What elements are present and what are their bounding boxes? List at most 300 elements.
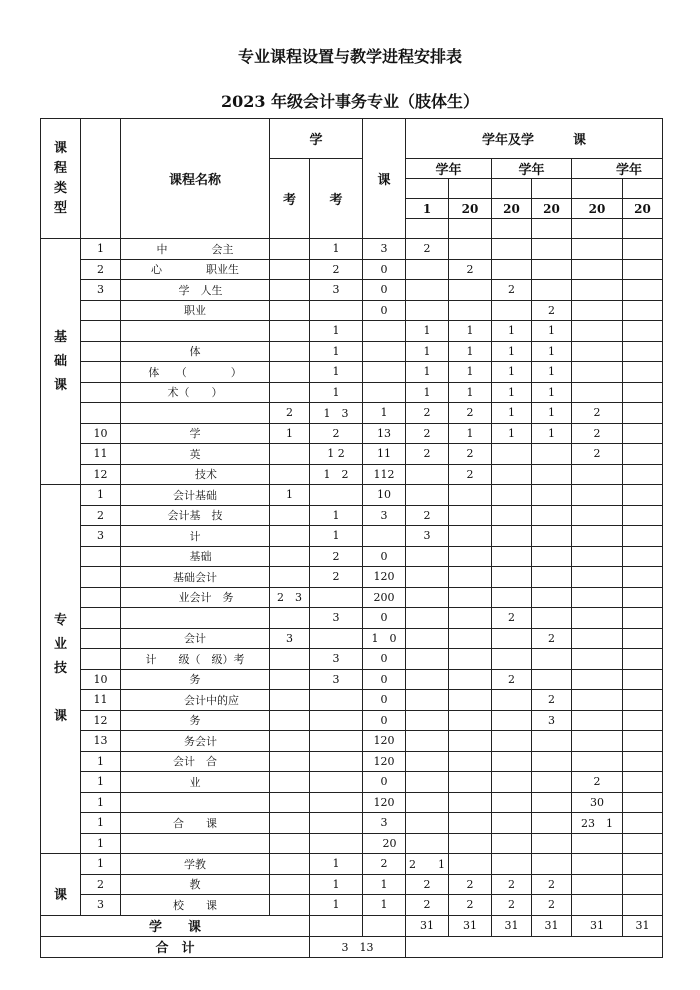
exam-header: 考	[270, 159, 310, 239]
semester-cell	[492, 259, 532, 280]
semester-cell	[623, 382, 663, 403]
exam-type-header: 学	[270, 119, 363, 159]
semester-cell: 2	[532, 895, 572, 916]
check-cell: 1	[310, 362, 363, 383]
semester-cell	[406, 751, 449, 772]
table-row	[41, 587, 663, 608]
semester-cell	[492, 792, 532, 813]
check-cell	[310, 833, 363, 854]
exam-cell	[270, 854, 310, 875]
hours-cell	[363, 341, 406, 362]
category-cell: 基 础 课	[41, 239, 81, 485]
semester-cell	[406, 485, 449, 506]
hours-header: 课	[363, 119, 406, 239]
blank-header-cell	[492, 179, 532, 199]
semester-cell	[623, 628, 663, 649]
hours-cell: 3	[363, 505, 406, 526]
semester-cell	[532, 751, 572, 772]
semester-cell	[572, 300, 623, 321]
course-number	[81, 649, 121, 670]
blank-header-cell	[406, 179, 449, 199]
semester-cell	[623, 710, 663, 731]
semester-cell	[532, 854, 572, 875]
semester-cell	[572, 669, 623, 690]
semester-cell	[572, 239, 623, 260]
course-name: 学 人生	[121, 280, 270, 301]
exam-cell	[270, 690, 310, 711]
semester-cell: 1	[449, 321, 492, 342]
exam-cell	[270, 813, 310, 834]
semester-cell	[623, 895, 663, 916]
course-name: 务	[121, 669, 270, 690]
hours-cell	[363, 526, 406, 547]
semester-cell: 1	[532, 321, 572, 342]
semester-cell	[623, 772, 663, 793]
table-row	[41, 690, 663, 711]
semester-cell: 2	[406, 505, 449, 526]
semester-cell: 2	[406, 403, 449, 424]
course-name: 教	[121, 874, 270, 895]
semester-cell: 1	[449, 362, 492, 383]
semester-cell	[406, 587, 449, 608]
check-cell	[310, 751, 363, 772]
semester-cell	[532, 731, 572, 752]
weekly-hours-value: 31	[572, 915, 623, 936]
course-name: 英	[121, 444, 270, 465]
year-3-header: 学年	[572, 159, 663, 179]
table-row	[41, 239, 663, 260]
table-row	[41, 546, 663, 567]
semester-cell	[572, 464, 623, 485]
course-name: 体	[121, 341, 270, 362]
semester-cell	[532, 833, 572, 854]
check-cell: 2	[310, 546, 363, 567]
exam-cell	[270, 546, 310, 567]
semester-cell: 2	[449, 444, 492, 465]
exam-cell	[270, 300, 310, 321]
schedule-header: 学年及学 课	[406, 119, 663, 159]
semester-cell: 2	[492, 669, 532, 690]
course-number	[81, 587, 121, 608]
weekly-hours-blank	[363, 915, 406, 936]
course-name: 基础	[121, 546, 270, 567]
semester-cell	[532, 669, 572, 690]
semester-cell	[449, 772, 492, 793]
semester-cell	[406, 813, 449, 834]
exam-cell	[270, 444, 310, 465]
semester-cell	[449, 239, 492, 260]
semester-cell	[449, 587, 492, 608]
semester-cell	[492, 813, 532, 834]
semester-cell	[623, 423, 663, 444]
semester-cell: 2	[406, 239, 449, 260]
semester-header: 20	[532, 199, 572, 219]
table-row	[41, 300, 663, 321]
hours-cell: 0	[363, 649, 406, 670]
semester-cell	[449, 300, 492, 321]
exam-cell	[270, 362, 310, 383]
table-row	[41, 280, 663, 301]
semester-cell	[492, 464, 532, 485]
semester-cell	[492, 485, 532, 506]
table-row	[41, 854, 663, 875]
semester-cell	[572, 567, 623, 588]
semester-cell	[572, 649, 623, 670]
course-number: 12	[81, 464, 121, 485]
semester-cell	[449, 567, 492, 588]
semester-cell: 2	[449, 259, 492, 280]
check-cell	[310, 485, 363, 506]
course-name: 会计 合	[121, 751, 270, 772]
check-cell: 2	[310, 423, 363, 444]
semester-cell	[406, 628, 449, 649]
exam-cell	[270, 833, 310, 854]
hours-cell: 1	[363, 403, 406, 424]
check-cell	[310, 690, 363, 711]
course-name: 基础会计	[121, 567, 270, 588]
check-cell	[310, 300, 363, 321]
semester-cell	[406, 731, 449, 752]
exam-cell: 2 3	[270, 587, 310, 608]
semester-cell	[572, 608, 623, 629]
hours-cell: 0	[363, 300, 406, 321]
course-number: 1	[81, 833, 121, 854]
semester-cell: 1	[492, 341, 532, 362]
course-name: 务会计	[121, 731, 270, 752]
semester-cell	[623, 669, 663, 690]
semester-cell	[532, 608, 572, 629]
semester-cell	[449, 628, 492, 649]
semester-cell: 1	[492, 382, 532, 403]
table-row	[41, 362, 663, 383]
semester-cell	[572, 341, 623, 362]
semester-cell	[623, 280, 663, 301]
semester-cell: 1	[532, 341, 572, 362]
semester-cell: 2	[492, 895, 532, 916]
table-row	[41, 874, 663, 895]
course-name: 计	[121, 526, 270, 547]
exam-cell	[270, 526, 310, 547]
check-cell: 1	[310, 526, 363, 547]
semester-cell	[623, 259, 663, 280]
semester-cell	[492, 649, 532, 670]
hours-cell: 0	[363, 710, 406, 731]
hours-cell: 13	[363, 423, 406, 444]
semester-cell	[406, 649, 449, 670]
semester-cell	[406, 259, 449, 280]
course-number: 11	[81, 444, 121, 465]
category-cell: 课	[41, 854, 81, 916]
category-header: 课 程 类 型	[41, 119, 81, 239]
semester-cell	[623, 587, 663, 608]
semester-cell	[572, 833, 623, 854]
semester-cell: 2 1	[406, 854, 449, 875]
semester-cell	[492, 628, 532, 649]
semester-cell: 2	[572, 444, 623, 465]
course-number: 13	[81, 731, 121, 752]
weekly-hours-label: 学 课	[41, 915, 310, 936]
course-name	[121, 792, 270, 813]
hours-cell: 120	[363, 751, 406, 772]
table-row	[41, 321, 663, 342]
course-name-header: 课程名称	[121, 119, 270, 239]
course-name	[121, 833, 270, 854]
course-name: 中 会主	[121, 239, 270, 260]
check-cell: 1	[310, 854, 363, 875]
course-number	[81, 300, 121, 321]
check-cell	[310, 628, 363, 649]
hours-cell: 11	[363, 444, 406, 465]
semester-cell: 2	[492, 608, 532, 629]
table-row	[41, 895, 663, 916]
semester-cell	[623, 485, 663, 506]
course-number: 1	[81, 792, 121, 813]
semester-cell	[406, 608, 449, 629]
exam-cell	[270, 751, 310, 772]
table-row	[41, 936, 663, 957]
exam-cell: 3	[270, 628, 310, 649]
table-row	[41, 608, 663, 629]
semester-cell	[406, 280, 449, 301]
hours-cell: 0	[363, 280, 406, 301]
course-name: 务	[121, 710, 270, 731]
course-number: 2	[81, 259, 121, 280]
semester-cell	[623, 731, 663, 752]
table-row	[41, 485, 663, 506]
semester-cell	[532, 587, 572, 608]
semester-cell	[623, 362, 663, 383]
semester-cell: 2	[406, 444, 449, 465]
hours-cell: 200	[363, 587, 406, 608]
blank-header-cell	[572, 179, 623, 199]
hours-cell: 3	[363, 239, 406, 260]
check-cell: 1	[310, 505, 363, 526]
semester-cell	[449, 280, 492, 301]
semester-cell	[532, 546, 572, 567]
table-row	[41, 731, 663, 752]
semester-cell: 1	[492, 423, 532, 444]
table-row	[41, 915, 663, 936]
check-cell	[310, 813, 363, 834]
blank-header-cell	[449, 219, 492, 239]
course-number: 3	[81, 895, 121, 916]
semester-cell: 30	[572, 792, 623, 813]
check-cell: 1 2	[310, 464, 363, 485]
semester-cell	[623, 403, 663, 424]
semester-cell	[623, 649, 663, 670]
course-name: 会计中的应	[121, 690, 270, 711]
check-cell: 2	[310, 567, 363, 588]
semester-cell	[492, 505, 532, 526]
check-cell: 1	[310, 239, 363, 260]
check-header: 考	[310, 159, 363, 239]
semester-cell: 2	[572, 423, 623, 444]
course-number: 1	[81, 772, 121, 793]
number-header	[81, 119, 121, 239]
semester-cell: 1	[406, 382, 449, 403]
semester-cell	[572, 587, 623, 608]
table-row	[41, 119, 663, 159]
course-name	[121, 321, 270, 342]
course-number	[81, 608, 121, 629]
semester-cell	[572, 362, 623, 383]
course-name: 业	[121, 772, 270, 793]
semester-cell: 2	[492, 280, 532, 301]
check-cell	[310, 710, 363, 731]
course-number	[81, 567, 121, 588]
course-number: 2	[81, 874, 121, 895]
blank-header-cell	[492, 219, 532, 239]
course-number	[81, 403, 121, 424]
semester-cell: 2	[532, 300, 572, 321]
course-name: 学	[121, 423, 270, 444]
semester-cell	[406, 464, 449, 485]
hours-cell: 0	[363, 259, 406, 280]
semester-cell	[572, 280, 623, 301]
course-number: 12	[81, 710, 121, 731]
semester-cell: 1	[532, 403, 572, 424]
exam-cell: 1	[270, 485, 310, 506]
exam-cell	[270, 341, 310, 362]
course-number: 11	[81, 690, 121, 711]
semester-cell	[572, 895, 623, 916]
total-label: 合 计	[41, 936, 310, 957]
semester-cell	[532, 259, 572, 280]
semester-cell	[623, 567, 663, 588]
semester-cell	[572, 751, 623, 772]
semester-cell	[532, 464, 572, 485]
table-row	[41, 751, 663, 772]
semester-header: 20	[623, 199, 663, 219]
semester-cell	[492, 772, 532, 793]
course-name: 会计基 技	[121, 505, 270, 526]
semester-cell	[623, 690, 663, 711]
semester-cell: 2	[532, 874, 572, 895]
exam-cell: 1	[270, 423, 310, 444]
semester-cell	[572, 731, 623, 752]
check-cell	[310, 731, 363, 752]
course-number: 2	[81, 505, 121, 526]
hours-cell: 1	[363, 895, 406, 916]
blank-header-cell	[532, 179, 572, 199]
semester-cell	[449, 546, 492, 567]
semester-cell	[406, 710, 449, 731]
course-table	[40, 118, 663, 958]
exam-cell	[270, 259, 310, 280]
semester-cell: 2	[449, 464, 492, 485]
table-row	[41, 813, 663, 834]
semester-cell	[532, 280, 572, 301]
exam-cell	[270, 464, 310, 485]
semester-cell: 2	[406, 423, 449, 444]
hours-cell: 0	[363, 690, 406, 711]
hours-cell: 0	[363, 608, 406, 629]
semester-cell	[449, 751, 492, 772]
exam-cell	[270, 505, 310, 526]
hours-cell: 120	[363, 731, 406, 752]
hours-cell: 20	[363, 833, 406, 854]
course-number	[81, 382, 121, 403]
semester-cell	[623, 300, 663, 321]
check-cell: 3	[310, 280, 363, 301]
course-number: 10	[81, 423, 121, 444]
course-number: 1	[81, 813, 121, 834]
course-name: 会计	[121, 628, 270, 649]
semester-cell	[623, 874, 663, 895]
weekly-hours-value: 31	[532, 915, 572, 936]
semester-cell	[572, 259, 623, 280]
table-row	[41, 792, 663, 813]
exam-cell	[270, 382, 310, 403]
semester-cell: 2	[406, 874, 449, 895]
weekly-hours-value: 31	[406, 915, 449, 936]
course-number	[81, 321, 121, 342]
course-name	[121, 403, 270, 424]
semester-cell: 23 1	[572, 813, 623, 834]
semester-cell	[449, 854, 492, 875]
semester-header: 20	[492, 199, 532, 219]
semester-cell: 2	[449, 403, 492, 424]
course-name: 体 （ ）	[121, 362, 270, 383]
course-number: 3	[81, 280, 121, 301]
hours-cell: 1 0	[363, 628, 406, 649]
semester-cell	[492, 833, 532, 854]
semester-cell: 1	[532, 382, 572, 403]
hours-cell: 10	[363, 485, 406, 506]
semester-cell: 2	[492, 874, 532, 895]
semester-cell	[572, 710, 623, 731]
table-row	[41, 833, 663, 854]
check-cell: 3	[310, 669, 363, 690]
check-cell	[310, 772, 363, 793]
semester-cell	[572, 690, 623, 711]
check-cell: 1	[310, 895, 363, 916]
semester-cell	[449, 731, 492, 752]
semester-cell	[406, 690, 449, 711]
hours-cell: 112	[363, 464, 406, 485]
semester-cell	[406, 833, 449, 854]
page-title: 专业课程设置与教学进程安排表	[237, 47, 462, 66]
course-name: 业会计 务	[121, 587, 270, 608]
hours-cell: 120	[363, 567, 406, 588]
semester-cell	[572, 321, 623, 342]
page-subtitle: 2023 年级会计事务专业（肢体生）	[220, 92, 480, 111]
semester-cell	[623, 608, 663, 629]
semester-cell	[623, 321, 663, 342]
course-name: 心 职业生	[121, 259, 270, 280]
hours-cell	[363, 382, 406, 403]
semester-cell	[532, 444, 572, 465]
check-cell	[310, 587, 363, 608]
semester-cell	[492, 710, 532, 731]
year-2-header: 学年	[492, 159, 572, 179]
check-cell: 1	[310, 874, 363, 895]
semester-cell	[623, 813, 663, 834]
exam-cell	[270, 669, 310, 690]
course-name: 计 级（ 级）考	[121, 649, 270, 670]
table-row	[41, 772, 663, 793]
course-name: 学教	[121, 854, 270, 875]
hours-cell	[363, 362, 406, 383]
exam-cell	[270, 792, 310, 813]
hours-cell: 120	[363, 792, 406, 813]
blank-header-cell	[572, 219, 623, 239]
year-1-header: 学年	[406, 159, 492, 179]
semester-cell	[449, 505, 492, 526]
course-number: 1	[81, 239, 121, 260]
course-number	[81, 628, 121, 649]
semester-cell	[532, 526, 572, 547]
